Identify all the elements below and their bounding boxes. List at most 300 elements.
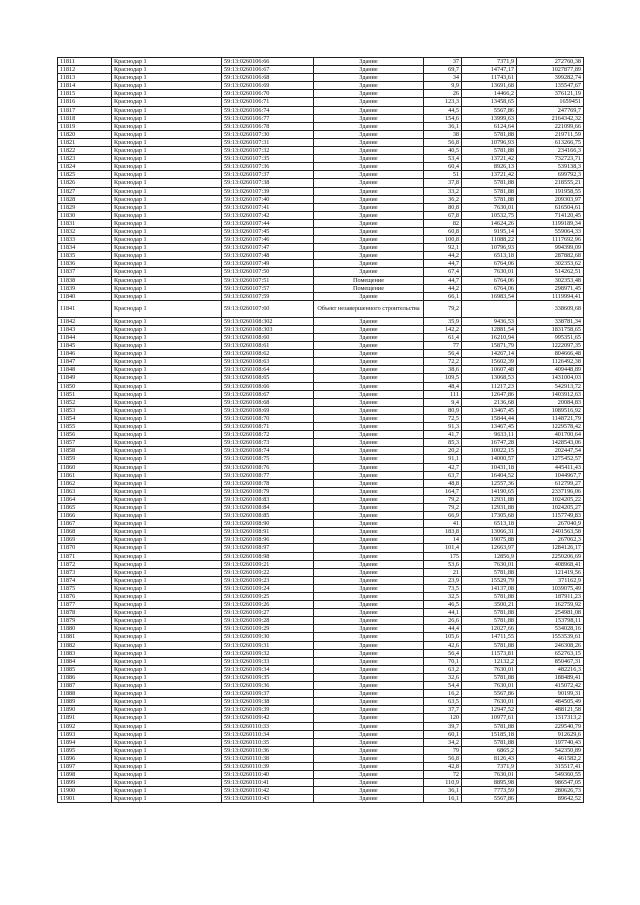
unit-value-cell: 10022,15 [462,447,517,455]
cadastral-value-cell: 234166,3 [517,147,584,155]
table-row [58,187,584,195]
unit-value-cell: 12947,52 [462,706,517,714]
area-cell: 56,4 [424,649,462,657]
unit-value-cell: 14747,17 [462,66,517,74]
cadastral-number-cell: 59:13:0260109:29 [222,625,314,633]
object-type-cell: Здание [314,374,424,382]
object-type-cell: Здание [314,665,424,673]
unit-value-cell: 16210,94 [462,334,517,342]
row-number-cell: 11838 [58,276,112,284]
cadastral-value-cell: 2401563,58 [517,528,584,536]
city-cell: Краснодар 1 [112,795,222,803]
area-cell: 175 [424,552,462,560]
object-type-cell: Объект незавершенного строительства [314,300,424,317]
area-cell: 101,4 [424,544,462,552]
cadastral-value-cell: 408968,41 [517,560,584,568]
object-type-cell: Помещение [314,276,424,284]
city-cell: Краснодар 1 [112,455,222,463]
unit-value-cell: 5567,86 [462,795,517,803]
object-type-cell: Здание [314,625,424,633]
table-body [58,58,584,803]
cadastral-value-cell: 90199,31 [517,690,584,698]
object-type-cell: Здание [314,260,424,268]
row-number-cell: 11815 [58,90,112,98]
row-number-cell: 11819 [58,122,112,130]
unit-value-cell: 16404,52 [462,471,517,479]
row-number-cell: 11878 [58,609,112,617]
object-type-cell: Здание [314,552,424,560]
city-cell: Краснодар 1 [112,698,222,706]
cadastral-number-cell: 59:13:0260107:38 [222,179,314,187]
unit-value-cell: 10532,75 [462,211,517,219]
cadastral-number-cell: 59:13:0260108:69 [222,406,314,414]
row-number-cell: 11859 [58,455,112,463]
table-row [58,390,584,398]
cadastral-number-cell: 59:13:0260108:302 [222,317,314,325]
cadastral-value-cell: 732723,71 [517,155,584,163]
table-row [58,714,584,722]
cadastral-value-cell: 298971,45 [517,284,584,292]
cadastral-value-cell: 188489,41 [517,673,584,681]
area-cell: 34,2 [424,738,462,746]
row-number-cell: 11818 [58,114,112,122]
cadastral-number-cell: 59:13:0260106:71 [222,98,314,106]
cadastral-number-cell: 59:13:0260109:26 [222,601,314,609]
table-row [58,195,584,203]
table-row [58,211,584,219]
cadastral-value-cell: 1044967,7 [517,471,584,479]
unit-value-cell: 14466,2 [462,90,517,98]
area-cell: 72,2 [424,358,462,366]
table-row [58,236,584,244]
cadastral-value-cell: 1024205,27 [517,503,584,511]
area-cell: 80,9 [424,406,462,414]
row-number-cell: 11844 [58,334,112,342]
area-cell: 100,8 [424,236,462,244]
city-cell: Краснодар 1 [112,366,222,374]
area-cell: 44,2 [424,252,462,260]
cadastral-value-cell: 912629,6 [517,730,584,738]
unit-value-cell: 3500,21 [462,601,517,609]
cadastral-number-cell: 59:13:0260109:39 [222,706,314,714]
cadastral-value-cell: 488121,58 [517,706,584,714]
cadastral-value-cell: 652763,15 [517,649,584,657]
table-row [58,617,584,625]
object-type-cell: Здание [314,414,424,422]
area-cell: 79,2 [424,300,462,317]
table-row [58,447,584,455]
table-row [58,122,584,130]
city-cell: Краснодар 1 [112,74,222,82]
table-row [58,520,584,528]
area-cell: 42,6 [424,641,462,649]
cadastral-value-cell: 267040,9 [517,520,584,528]
area-cell: 36,1 [424,787,462,795]
unit-value-cell: 10796,93 [462,244,517,252]
cadastral-number-cell: 59:13:0260108:75 [222,455,314,463]
cadastral-value-cell: 559064,33 [517,227,584,235]
table-row [58,544,584,552]
row-number-cell: 11857 [58,439,112,447]
city-cell: Краснодар 1 [112,350,222,358]
row-number-cell: 11814 [58,82,112,90]
object-type-cell: Здание [314,147,424,155]
row-number-cell: 11851 [58,390,112,398]
table-row [58,300,584,317]
area-cell: 123,3 [424,98,462,106]
object-type-cell: Здание [314,342,424,350]
cadastral-number-cell: 59:13:0260107:30 [222,130,314,138]
cadastral-value-cell: 191958,55 [517,187,584,195]
row-number-cell: 11839 [58,284,112,292]
unit-value-cell: 15185,18 [462,730,517,738]
unit-value-cell: 7630,01 [462,665,517,673]
object-type-cell: Здание [314,398,424,406]
cadastral-value-cell: 850467,31 [517,657,584,665]
object-type-cell: Здание [314,593,424,601]
cadastral-number-cell: 59:13:0260106:68 [222,74,314,82]
row-number-cell: 11866 [58,512,112,520]
unit-value-cell: 5781,88 [462,673,517,681]
row-number-cell: 11822 [58,147,112,155]
cadastral-value-cell: 1428543,06 [517,439,584,447]
unit-value-cell: 10431,18 [462,463,517,471]
object-type-cell: Здание [314,495,424,503]
unit-value-cell: 12881,54 [462,325,517,333]
unit-value-cell: 2136,68 [462,398,517,406]
area-cell: 37 [424,58,462,66]
table-row [58,487,584,495]
object-type-cell: Здание [314,714,424,722]
cadastral-value-cell: 1403912,63 [517,390,584,398]
object-type-cell: Здание [314,423,424,431]
cadastral-value-cell: 1553539,61 [517,633,584,641]
unit-value-cell: 8895,98 [462,779,517,787]
unit-value-cell: 13721,42 [462,171,517,179]
unit-value-cell: 15844,44 [462,414,517,422]
cadastral-value-cell: 89642,52 [517,795,584,803]
unit-value-cell: 6513,18 [462,520,517,528]
table-row [58,66,584,74]
row-number-cell: 11840 [58,292,112,300]
city-cell: Краснодар 1 [112,771,222,779]
cadastral-value-cell: 1229578,42 [517,423,584,431]
city-cell: Краснодар 1 [112,495,222,503]
city-cell: Краснодар 1 [112,276,222,284]
unit-value-cell: 10796,93 [462,138,517,146]
cadastral-value-cell: 415072,42 [517,682,584,690]
table-row [58,455,584,463]
table-row [58,439,584,447]
unit-value-cell: 7371,9 [462,762,517,770]
cadastral-number-cell: 59:13:0260108:67 [222,390,314,398]
unit-value-cell: 6764,06 [462,284,517,292]
cadastral-value-cell: 2164342,32 [517,114,584,122]
unit-value-cell: 11743,61 [462,74,517,82]
row-number-cell: 11870 [58,544,112,552]
cadastral-number-cell: 59:13:0260107:35 [222,155,314,163]
city-cell: Краснодар 1 [112,601,222,609]
row-number-cell: 11837 [58,268,112,276]
unit-value-cell: 7371,9 [462,58,517,66]
table-row [58,690,584,698]
table-row [58,98,584,106]
row-number-cell: 11834 [58,244,112,252]
area-cell: 46,5 [424,601,462,609]
object-type-cell: Здание [314,641,424,649]
object-type-cell: Здание [314,779,424,787]
unit-value-cell: 14190,65 [462,487,517,495]
cadastral-value-cell: 714120,45 [517,211,584,219]
cadastral-number-cell: 59:13:0260109:34 [222,665,314,673]
row-number-cell: 11832 [58,227,112,235]
unit-value-cell: 11217,23 [462,382,517,390]
object-type-cell: Здание [314,633,424,641]
cadastral-number-cell: 59:13:0260110:39 [222,762,314,770]
area-cell: 109,5 [424,374,462,382]
object-type-cell: Здание [314,617,424,625]
row-number-cell: 11849 [58,374,112,382]
object-type-cell: Здание [314,66,424,74]
area-cell: 56,8 [424,754,462,762]
unit-value-cell: 13691,68 [462,82,517,90]
area-cell: 16,2 [424,690,462,698]
cadastral-number-cell: 59:13:0260108:74 [222,447,314,455]
row-number-cell: 11896 [58,754,112,762]
table-row [58,423,584,431]
unit-value-cell: 5781,88 [462,147,517,155]
city-cell: Краснодар 1 [112,722,222,730]
object-type-cell: Здание [314,479,424,487]
city-cell: Краснодар 1 [112,187,222,195]
cadastral-number-cell: 59:13:0260109:27 [222,609,314,617]
area-cell: 39,7 [424,722,462,730]
area-cell: 42,7 [424,463,462,471]
city-cell: Краснодар 1 [112,746,222,754]
city-cell: Краснодар 1 [112,374,222,382]
cadastral-value-cell: 1089516,92 [517,406,584,414]
city-cell: Краснодар 1 [112,512,222,520]
area-cell: 44,4 [424,625,462,633]
object-type-cell: Здание [314,609,424,617]
cadastral-number-cell: 59:13:0260108:61 [222,342,314,350]
cadastral-value-cell: 246308,26 [517,641,584,649]
row-number-cell: 11867 [58,520,112,528]
row-number-cell: 11835 [58,252,112,260]
city-cell: Краснодар 1 [112,114,222,122]
cadastral-number-cell: 59:13:0260106:74 [222,106,314,114]
row-number-cell: 11863 [58,487,112,495]
cadastral-value-cell: 542350,89 [517,746,584,754]
table-row [58,665,584,673]
cadastral-number-cell: 59:13:0260110:35 [222,738,314,746]
cadastral-number-cell: 59:13:0260108:91 [222,528,314,536]
object-type-cell: Здание [314,82,424,90]
table-row [58,552,584,560]
table-row [58,406,584,414]
row-number-cell: 11854 [58,414,112,422]
cadastral-number-cell: 59:13:0260109:33 [222,657,314,665]
row-number-cell: 11873 [58,568,112,576]
city-cell: Краснодар 1 [112,584,222,592]
object-type-cell: Здание [314,657,424,665]
row-number-cell: 11831 [58,219,112,227]
area-cell: 23,9 [424,576,462,584]
row-number-cell: 11897 [58,762,112,770]
unit-value-cell: 12931,88 [462,495,517,503]
area-cell: 9,4 [424,398,462,406]
city-cell: Краснодар 1 [112,268,222,276]
cadastral-number-cell: 59:13:0260107:32 [222,147,314,155]
cadastral-number-cell: 59:13:0260109:30 [222,633,314,641]
table-row [58,114,584,122]
cadastral-value-cell: 302353,62 [517,260,584,268]
area-cell: 44,1 [424,609,462,617]
unit-value-cell: 5781,88 [462,722,517,730]
unit-value-cell: 9436,53 [462,317,517,325]
table-row [58,771,584,779]
cadastral-value-cell: 267062,3 [517,536,584,544]
unit-value-cell: 5781,88 [462,187,517,195]
area-cell: 91,3 [424,423,462,431]
table-row [58,244,584,252]
city-cell: Краснодар 1 [112,82,222,90]
cadastral-number-cell: 59:13:0260106:69 [222,82,314,90]
object-type-cell: Здание [314,227,424,235]
row-number-cell: 11874 [58,576,112,584]
object-type-cell: Здание [314,738,424,746]
object-type-cell: Здание [314,787,424,795]
object-type-cell: Здание [314,382,424,390]
cadastral-number-cell: 59:13:0260108:73 [222,439,314,447]
table-row [58,641,584,649]
city-cell: Краснодар 1 [112,236,222,244]
city-cell: Краснодар 1 [112,390,222,398]
area-cell: 72,5 [424,414,462,422]
city-cell: Краснодар 1 [112,439,222,447]
object-type-cell: Здание [314,292,424,300]
cadastral-value-cell: 445411,43 [517,463,584,471]
unit-value-cell: 12557,36 [462,479,517,487]
unit-value-cell: 5567,86 [462,690,517,698]
city-cell: Краснодар 1 [112,58,222,66]
unit-value-cell: 5781,88 [462,130,517,138]
row-number-cell: 11843 [58,325,112,333]
row-number-cell: 11891 [58,714,112,722]
table-row [58,276,584,284]
table-row [58,779,584,787]
table-row [58,528,584,536]
cadastral-value-cell: 1659451 [517,98,584,106]
unit-value-cell: 14624,26 [462,219,517,227]
unit-value-cell: 13066,31 [462,528,517,536]
unit-value-cell: 14000,57 [462,455,517,463]
cadastral-table [57,57,584,803]
city-cell: Краснодар 1 [112,690,222,698]
row-number-cell: 11861 [58,471,112,479]
cadastral-value-cell: 1831758,65 [517,325,584,333]
table-row [58,593,584,601]
cadastral-value-cell: 1199189,34 [517,219,584,227]
area-cell: 60,8 [424,227,462,235]
area-cell: 110,9 [424,779,462,787]
city-cell: Краснодар 1 [112,487,222,495]
cadastral-number-cell: 59:13:0260107:48 [222,252,314,260]
cadastral-number-cell: 59:13:0260106:70 [222,90,314,98]
city-cell: Краснодар 1 [112,673,222,681]
object-type-cell: Здание [314,130,424,138]
row-number-cell: 11830 [58,211,112,219]
row-number-cell: 11864 [58,495,112,503]
city-cell: Краснодар 1 [112,423,222,431]
area-cell: 41 [424,520,462,528]
cadastral-number-cell: 59:13:0260107:49 [222,260,314,268]
table-row [58,58,584,66]
cadastral-number-cell: 59:13:0260108:98 [222,552,314,560]
unit-value-cell [462,300,517,317]
table-row [58,219,584,227]
area-cell: 72 [424,771,462,779]
cadastral-number-cell: 59:13:0260109:22 [222,568,314,576]
object-type-cell: Здание [314,520,424,528]
object-type-cell: Здание [314,698,424,706]
object-type-cell: Здание [314,682,424,690]
city-cell: Краснодар 1 [112,252,222,260]
cadastral-value-cell: 338781,34 [517,317,584,325]
object-type-cell: Здание [314,568,424,576]
area-cell: 63,2 [424,665,462,673]
object-type-cell: Здание [314,730,424,738]
object-type-cell: Здание [314,649,424,657]
cadastral-value-cell: 20084,83 [517,398,584,406]
unit-value-cell: 6764,06 [462,276,517,284]
table-row [58,350,584,358]
area-cell: 92,1 [424,244,462,252]
row-number-cell: 11855 [58,423,112,431]
city-cell: Краснодар 1 [112,171,222,179]
city-cell: Краснодар 1 [112,179,222,187]
cadastral-number-cell: 59:13:0260109:31 [222,641,314,649]
city-cell: Краснодар 1 [112,211,222,219]
unit-value-cell: 7630,01 [462,203,517,211]
area-cell: 54,4 [424,682,462,690]
city-cell: Краснодар 1 [112,382,222,390]
unit-value-cell: 15602,39 [462,358,517,366]
row-number-cell: 11886 [58,673,112,681]
object-type-cell: Здание [314,439,424,447]
cadastral-number-cell: 59:13:0260108:64 [222,366,314,374]
city-cell: Краснодар 1 [112,528,222,536]
object-type-cell: Здание [314,74,424,82]
cadastral-number-cell: 59:13:0260110:36 [222,746,314,754]
area-cell: 56,4 [424,350,462,358]
cadastral-number-cell: 59:13:0260107:36 [222,163,314,171]
cadastral-value-cell: 187911,23 [517,593,584,601]
cadastral-number-cell: 59:13:0260107:57 [222,284,314,292]
unit-value-cell: 5781,88 [462,195,517,203]
city-cell: Краснодар 1 [112,90,222,98]
row-number-cell: 11879 [58,617,112,625]
row-number-cell: 11885 [58,665,112,673]
unit-value-cell: 14137,08 [462,584,517,592]
object-type-cell: Помещение [314,284,424,292]
area-cell: 63,7 [424,471,462,479]
row-number-cell: 11887 [58,682,112,690]
object-type-cell: Здание [314,350,424,358]
cadastral-number-cell: 59:13:0260108:96 [222,536,314,544]
cadastral-number-cell: 59:13:0260110:42 [222,787,314,795]
object-type-cell: Здание [314,754,424,762]
